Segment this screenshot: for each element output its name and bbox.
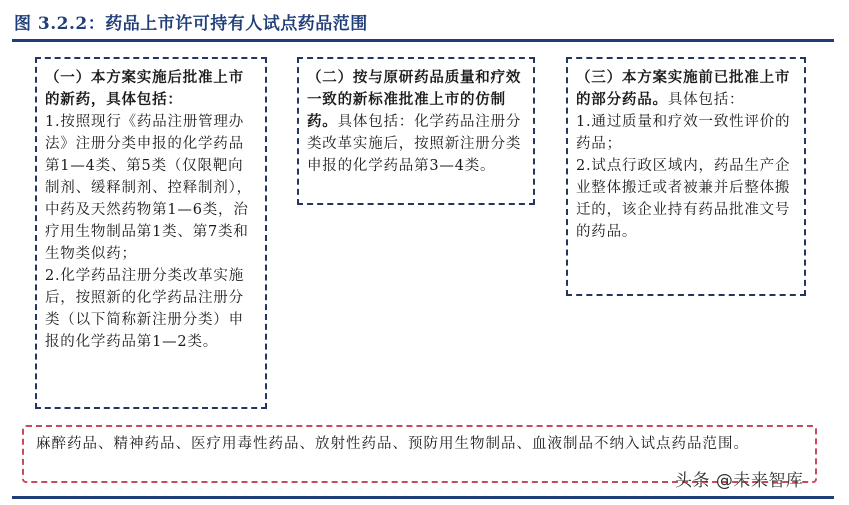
scope-box-generic-drugs	[297, 57, 535, 205]
box-item: 2.试点行政区域内，药品生产企业整体搬迁或者被兼并后整体搬迁的，该企业持有药品批准文号的药品。	[576, 158, 791, 240]
box-heading: （三）本方案实施前已批准上市的部分药品。	[576, 69, 791, 108]
watermark-text: 头条 @未来智库	[675, 471, 804, 491]
box-item: 1.通过质量和疗效一致性评价的药品；	[576, 114, 791, 152]
scope-box-approved-drugs	[566, 57, 806, 296]
box-item: 2.化学药品注册分类改革实施后，按照新的化学药品注册分类（以下简称新注册分类）申报的化学药品第1—2类。	[45, 268, 245, 350]
bottom-rule	[12, 496, 834, 499]
top-rule	[12, 39, 834, 42]
exclusion-note: 麻醉药品、精神药品、医疗用毒性药品、放射性药品、预防用生物制品、血液制品不纳入试点药品范围。	[22, 425, 817, 483]
box-heading: （一）本方案实施后批准上市的新药，具体包括：	[45, 69, 244, 108]
figure-title: 图 3.2.2：药品上市许可持有人试点药品范围	[14, 14, 368, 34]
box-item: 具体包括：化学药品注册分类改革实施后，按照新注册分类申报的化学药品第3—4类。	[307, 114, 522, 174]
box-item: 1.按照现行《药品注册管理办法》注册分类申报的化学药品第1—4类、第5类（仅限靶向制剂、缓释制剂、控释制剂），中药及天然药物第1—6类，治疗用生物制品第1类、第7类和生物类似药；	[45, 114, 252, 262]
box-item: 具体包括：	[667, 92, 745, 108]
box-heading: （二）按与原研药品质量和疗效一致的新标准批准上市的仿制药。	[307, 69, 522, 130]
scope-box-new-drugs	[35, 57, 267, 409]
